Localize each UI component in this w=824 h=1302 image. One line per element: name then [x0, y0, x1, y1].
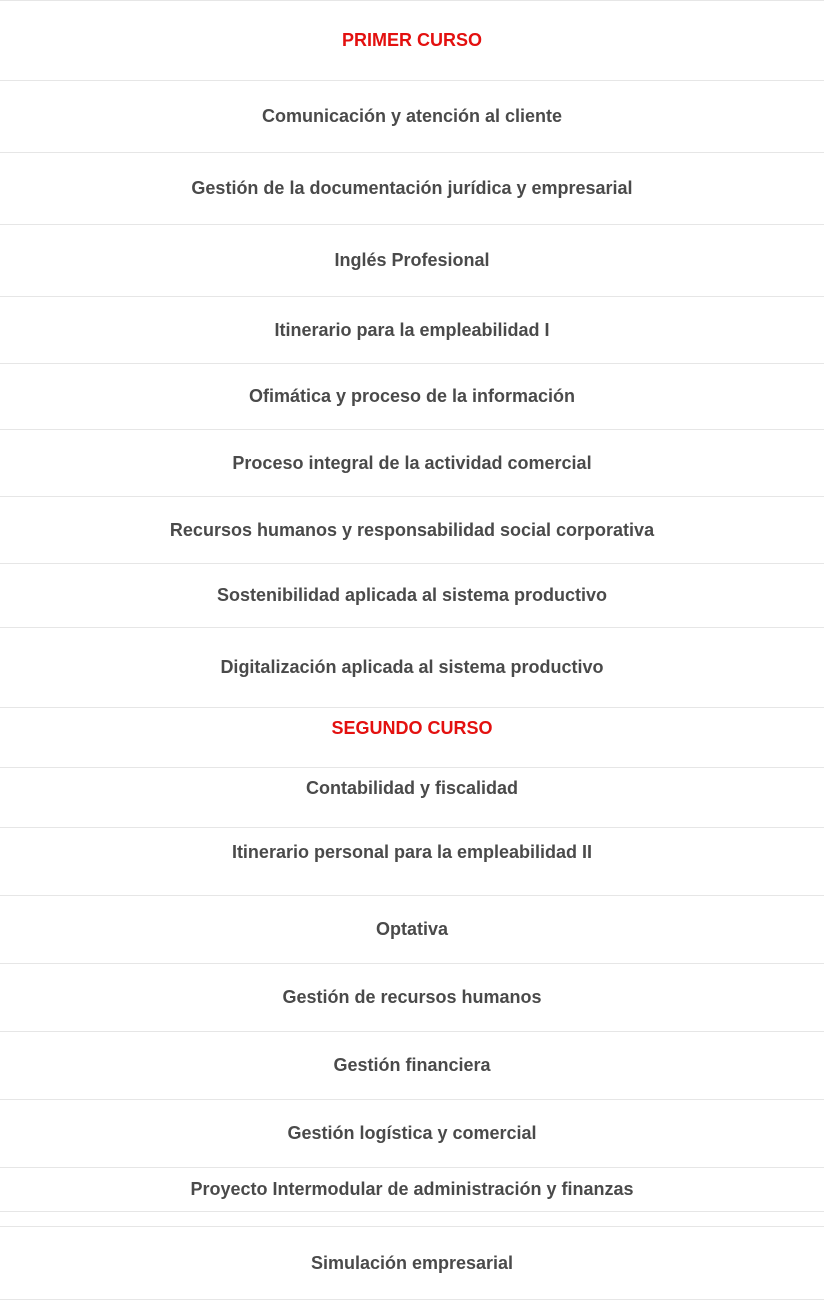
subject-row: Gestión logística y comercial: [0, 1099, 824, 1167]
subject-row: Gestión de la documentación jurídica y empresarial: [0, 152, 824, 224]
subject-row: Proceso integral de la actividad comercial: [0, 429, 824, 496]
second-year-heading: SEGUNDO CURSO: [0, 707, 824, 767]
subject-row: Simulación empresarial: [0, 1226, 824, 1300]
subject-row: Digitalización aplicada al sistema productivo: [0, 627, 824, 707]
subject-row: Proyecto Intermodular de administración y finanzas: [0, 1167, 824, 1211]
subject-row: Sostenibilidad aplicada al sistema productivo: [0, 563, 824, 627]
subject-row: Comunicación y atención al cliente: [0, 80, 824, 152]
subject-row: Gestión financiera: [0, 1031, 824, 1099]
subject-row: Inglés Profesional: [0, 224, 824, 296]
empty-row: [0, 1211, 824, 1226]
subject-row: Ofimática y proceso de la información: [0, 363, 824, 429]
subject-row: Contabilidad y fiscalidad: [0, 767, 824, 827]
subject-row: Itinerario para la empleabilidad I: [0, 296, 824, 363]
subject-row: Recursos humanos y responsabilidad social corporativa: [0, 496, 824, 563]
subject-row: Optativa: [0, 895, 824, 963]
subject-row: Itinerario personal para la empleabilidad II: [0, 827, 824, 895]
first-year-heading: PRIMER CURSO: [0, 0, 824, 80]
subject-row: Gestión de recursos humanos: [0, 963, 824, 1031]
